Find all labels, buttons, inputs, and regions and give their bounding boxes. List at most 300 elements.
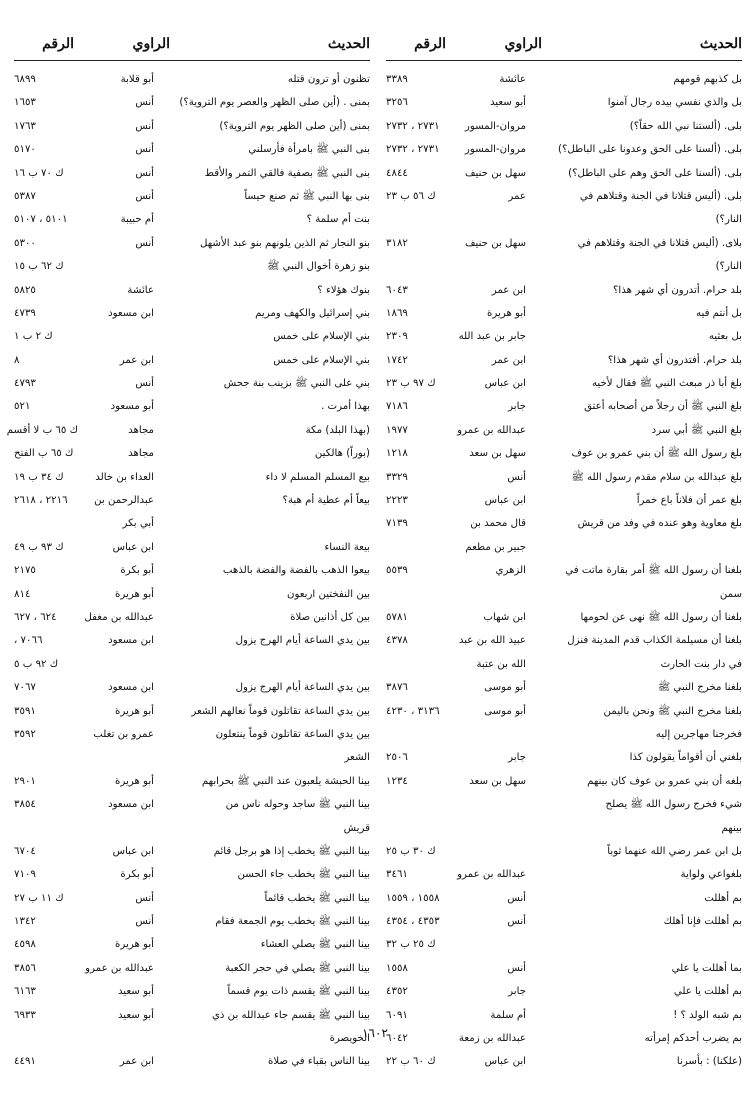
reference-number: ١٩٧٧ xyxy=(386,424,408,436)
narrator: أنس xyxy=(507,471,526,483)
hadith-text: بلغنا مخرج النبي ﷺ ونحن باليمن xyxy=(603,705,742,717)
narrator: عبدالله بن عمرو xyxy=(457,869,526,881)
hadith-text: بيعوا الذهب بالفضة والفضة بالذهب xyxy=(222,565,370,577)
hadith-text: بينا النبي ﷺ يصلي في حجر الكعبة xyxy=(225,962,370,974)
index-row xyxy=(14,302,370,325)
reference-number: ٢٧٣١ ، ٢٧٣٢ xyxy=(386,144,440,156)
narrator: ابن شهاب xyxy=(483,611,526,623)
reference-number: ١٧٤٢ xyxy=(386,354,408,366)
hadith-text: بل بعثيه xyxy=(708,331,742,343)
hadith-text: بينا النبي ﷺ يقسم ذات يوم قسماً xyxy=(227,986,370,998)
index-row xyxy=(386,1050,742,1073)
narrator: عبدالله بن عمرو xyxy=(457,424,526,436)
reference-number: ٢١٧٥ xyxy=(14,565,36,577)
hadith-text: بين النفختين اربعون xyxy=(286,588,370,600)
reference-number: ٥٨٢٥ xyxy=(14,284,36,296)
index-row xyxy=(386,115,742,138)
hadith-text: (بوراً) هالكين xyxy=(314,448,370,460)
hadith-text: في دار بنت الحارث xyxy=(660,658,742,670)
hadith-text: بلغنا مخرج النبي ﷺ xyxy=(657,682,742,694)
index-row xyxy=(386,466,742,489)
reference-number: ٦٢٤ ، ٦٢٧ xyxy=(14,611,57,623)
hadith-text: بينا الحبشة يلعبون عند النبي ﷺ بحرابهم xyxy=(201,775,370,787)
index-row xyxy=(14,442,370,465)
hadith-text: بلد حرام. أتدرون أي شهر هذا؟ xyxy=(613,284,742,296)
index-row xyxy=(386,933,742,956)
index-row xyxy=(14,162,370,185)
index-row xyxy=(14,536,370,559)
narrator: مروان-المسور xyxy=(464,120,526,132)
hadith-text: بلى. (أليس قتلانا في الجنة وقتلاهم في xyxy=(579,190,742,202)
narrator: ابن مسعود xyxy=(108,682,154,694)
index-row xyxy=(14,676,370,699)
hadith-text: بلغنا أن رسول الله ﷺ نهى عن لحومها xyxy=(580,611,742,623)
narrator: أنس xyxy=(135,916,154,928)
hadith-text: بم شبه الولد ؟ ! xyxy=(673,1009,742,1021)
reference-number: ٤٣٥٢ xyxy=(386,986,408,998)
narrator: الله بن عتبة xyxy=(476,658,526,670)
narrator: أبو سعيد xyxy=(489,97,526,109)
narrator: عمر xyxy=(508,190,526,202)
narrator: ابن عباس xyxy=(112,845,154,857)
index-row xyxy=(386,629,742,652)
narrator: أبو بكرة xyxy=(120,565,154,577)
hadith-text: بني الإسلام على خمس xyxy=(273,354,370,366)
narrator: أبو هريرة xyxy=(115,775,154,787)
index-row xyxy=(386,980,742,1003)
hadith-text: بلغنا أن رسول الله ﷺ أمر بقارة ماتت في xyxy=(565,565,742,577)
hadith-text: بم أهللت فإنا أهلك xyxy=(663,916,742,928)
reference-number: ٥٢١ xyxy=(14,401,31,413)
hadith-text: بنو النجار ثم الذين يلونهم بنو عبد الأشهل xyxy=(200,237,370,249)
hadith-text: بل والذي نفسي بيده رجال آمنوا xyxy=(607,97,742,109)
hadith-text: تظنون أو ترون قتله xyxy=(287,74,370,85)
index-row xyxy=(14,770,370,793)
reference-number: ٤٣٧٨ xyxy=(386,635,408,647)
index-row xyxy=(14,372,370,395)
index-row xyxy=(386,910,742,933)
narrator: ابن مسعود xyxy=(108,635,154,647)
narrator: جابر xyxy=(508,752,526,764)
reference-number: ك ٦٢ ب ١٥ xyxy=(14,261,64,273)
hadith-text: بلغ رسول الله ﷺ أن بني عمرو بن عوف xyxy=(571,448,742,460)
index-row xyxy=(14,325,370,348)
header-rawi: الراوي xyxy=(504,36,542,52)
reference-number: ٣١٨٢ xyxy=(386,237,408,249)
narrator: أنس xyxy=(135,144,154,156)
reference-number: ك ٩٢ ب ٥ xyxy=(14,658,59,670)
index-row xyxy=(14,185,370,208)
reference-number: ٣٢٥٦ xyxy=(386,97,408,109)
index-row xyxy=(14,1050,370,1073)
index-row xyxy=(14,1004,370,1027)
hadith-text: بيعاً أم عطية أم هبة؟ xyxy=(282,495,370,507)
reference-number: ٧٠٦٦ ، xyxy=(14,635,43,647)
index-row xyxy=(14,957,370,980)
reference-number: ٦١٦٣ xyxy=(14,986,36,998)
hadith-text: بلغه أن بني عمرو بن عوف كان بينهم xyxy=(587,775,742,787)
reference-number: ٦٨٩٩ xyxy=(14,74,36,85)
index-row xyxy=(386,583,742,606)
narrator: عبدالرحمن بن xyxy=(94,495,154,507)
reference-number: ٢٢١٦ ، ٢٦١٨ xyxy=(14,495,68,507)
reference-number: ٤٥٩٨ xyxy=(14,939,36,951)
reference-number: ١٦٥٣ xyxy=(14,97,36,109)
hadith-text: بيعة النساء xyxy=(324,541,370,553)
index-row xyxy=(386,489,742,512)
hadith-text: بينا النبي ﷺ يصلي العشاء xyxy=(260,939,370,951)
narrator: أنس xyxy=(135,120,154,132)
narrator: جبير بن مطعم xyxy=(465,541,526,553)
hadith-text: بينا النبي ﷺ ساجد وحوله ناس من xyxy=(225,799,370,811)
reference-number: ٣٣٢٩ xyxy=(386,471,408,483)
reference-number: ٥١٠١ ، ٥١٠٧ xyxy=(14,214,68,226)
narrator: عبيد الله بن عبد xyxy=(458,635,526,647)
narrator: أبو موسى xyxy=(484,682,526,694)
index-row xyxy=(386,746,742,769)
index-row xyxy=(14,840,370,863)
narrator: ابن عباس xyxy=(484,1056,526,1068)
hadith-text: الخويصرة xyxy=(329,1033,370,1045)
narrator: سهل بن سعد xyxy=(469,775,526,787)
narrator: ابن عمر xyxy=(491,354,526,366)
reference-number: ٦٠٩١ xyxy=(386,1009,408,1021)
header-rule xyxy=(14,60,370,61)
hadith-text: بين كل أذانين صلاة xyxy=(290,611,370,623)
reference-number: ٤٧٩٣ xyxy=(14,378,36,390)
hadith-text: بلغ عمر أن فلاناً باع خمراً xyxy=(636,495,742,507)
index-row xyxy=(386,957,742,980)
reference-number: ك ٢٥ ب ٣٢ xyxy=(386,939,436,951)
hadith-text: بم يضرب أحدكم إمرأته xyxy=(644,1033,742,1045)
narrator: ابن عمر xyxy=(491,284,526,296)
reference-number: ١٧٦٣ xyxy=(14,120,36,132)
narrator: أنس xyxy=(135,237,154,249)
header-rawi: الراوي xyxy=(132,36,170,52)
index-row xyxy=(14,980,370,1003)
index-row xyxy=(14,68,370,91)
index-row xyxy=(386,559,742,582)
narrator: العداء بن خالد xyxy=(95,471,154,483)
narrator: أبو سعيد xyxy=(117,1009,154,1021)
index-row xyxy=(386,68,742,91)
reference-number: ١٢٣٤ xyxy=(386,775,408,787)
index-row xyxy=(14,232,370,255)
index-row xyxy=(386,255,742,278)
hadith-text: بلغني أن أقواماً يقولون كذا xyxy=(629,752,742,764)
narrator: أم حبيبة xyxy=(120,214,154,226)
index-row xyxy=(14,887,370,910)
reference-number: ٥٣٨٧ xyxy=(14,190,36,202)
narrator: سهل بن حنيف xyxy=(464,167,526,179)
page-number: ١٦٠٢ xyxy=(362,1026,388,1040)
narrator: الزهري xyxy=(495,565,526,577)
index-row xyxy=(386,863,742,886)
index-row xyxy=(14,700,370,723)
index-row xyxy=(14,559,370,582)
index-row xyxy=(386,676,742,699)
index-row xyxy=(14,746,370,769)
index-row xyxy=(386,442,742,465)
index-row xyxy=(14,933,370,956)
reference-number: ١٣٤٢ xyxy=(14,916,36,928)
hadith-text: بم أهللت xyxy=(704,892,742,904)
reference-number: ك ٦٥ ب الفتح xyxy=(14,448,74,460)
narrator: جابر بن عبد الله xyxy=(458,331,526,343)
reference-number: ك ٥٦ ب ٢٣ xyxy=(386,190,436,202)
narrator: أبو سعيد xyxy=(117,986,154,998)
index-row xyxy=(14,279,370,302)
reference-number: ك ٢ ب ١ xyxy=(14,331,53,343)
header-hadith: الحديث xyxy=(699,36,742,52)
index-row xyxy=(386,793,742,816)
narrator: أنس xyxy=(135,892,154,904)
hadith-text: بنوك هؤلاء ؟ xyxy=(317,284,370,296)
reference-number: ٧١٣٩ xyxy=(386,518,408,530)
reference-number: ٨ xyxy=(14,354,20,366)
hadith-text: بنى النبي ﷺ بصفية فالقي التمر والأقط xyxy=(204,167,370,179)
reference-number: ٦٠٤٣ xyxy=(386,284,408,296)
narrator: جابر xyxy=(508,401,526,413)
reference-number: ٣٣٨٩ xyxy=(386,74,408,85)
hadith-text: بلغ عبدالله بن سلام مقدم رسول الله ﷺ xyxy=(571,471,742,483)
hadith-text: سمن xyxy=(719,588,742,600)
narrator: عبدالله بن عمرو xyxy=(85,962,154,974)
reference-number: ٢٥٠٦ xyxy=(386,752,408,764)
hadith-text: بين يدي الساعة تقاتلون قوماً ينتعلون xyxy=(215,728,370,740)
hadith-text: فخرجنا مهاجرين إليه xyxy=(655,728,742,740)
hadith-text: بينا النبي ﷺ يخطب يوم الجمعة فقام xyxy=(215,916,370,928)
hadith-text: بينا الناس بقباء في صلاة xyxy=(268,1056,370,1068)
index-row xyxy=(386,372,742,395)
hadith-text: بل كذبهم قومهم xyxy=(673,74,742,85)
hadith-text: بين يدي الساعة تقاتلون قوماً نعالهم الشعر xyxy=(191,705,370,717)
narrator: ابن عمر xyxy=(119,354,154,366)
narrator: عمرو بن تغلب xyxy=(93,728,154,740)
hadith-text: (علكنا) : بأسرنا xyxy=(676,1056,742,1068)
left-column xyxy=(6,36,370,1074)
reference-number: ٥٧٨١ xyxy=(386,611,408,623)
hadith-text: بينا النبي ﷺ يقسم جاء عبدالله بن ذي xyxy=(211,1009,370,1021)
narrator: أنس xyxy=(135,190,154,202)
narrator: أبو هريرة xyxy=(115,588,154,600)
index-row xyxy=(386,91,742,114)
hadith-text: بينا النبي ﷺ يخطب قائماً xyxy=(264,892,370,904)
narrator: جابر xyxy=(508,986,526,998)
hadith-text: بيع المسلم المسلم لا داء xyxy=(265,471,370,483)
index-row xyxy=(14,606,370,629)
hadith-text: بنو زهرة أخوال النبي ﷺ xyxy=(267,261,370,273)
narrator: أبو مسعود xyxy=(110,401,154,413)
narrator: أبو هريرة xyxy=(115,705,154,717)
narrator: سهل بن سعد xyxy=(469,448,526,460)
narrator: سهل بن حنيف xyxy=(464,237,526,249)
index-row xyxy=(6,419,370,442)
hadith-text: بلاى. (أليس قتلانا في الجنة وقتلاهم في xyxy=(577,237,742,249)
index-row xyxy=(14,793,370,816)
index-row xyxy=(14,395,370,418)
reference-number: ٢٩٠١ xyxy=(14,775,36,787)
narrator: ابن مسعود xyxy=(108,307,154,319)
header-raqm: الرقم xyxy=(42,36,74,52)
hadith-text: الشعر xyxy=(344,752,370,764)
narrator: مروان-المسور xyxy=(464,144,526,156)
hadith-text: قريش xyxy=(343,822,370,834)
hadith-text: بهذا أمرت . xyxy=(321,401,370,413)
narrator: أنس xyxy=(135,167,154,179)
hadith-text: بلغ النبي ﷺ أبي سرد xyxy=(651,424,742,436)
hadith-text: بينا النبي ﷺ يخطب جاء الحسن xyxy=(237,869,370,881)
header-hadith: الحديث xyxy=(327,36,370,52)
reference-number: ٢٢٢٣ xyxy=(386,495,408,507)
hadith-text: بلد حرام. أفتدرون أي شهر هذا؟ xyxy=(607,354,742,366)
reference-number: ٣١٣٦ ، ٤٢٣٠ xyxy=(386,705,440,717)
narrator: ابن مسعود xyxy=(108,799,154,811)
hadith-text: بلغنا أن مسيلمة الكذاب قدم المدينة فنزل xyxy=(567,635,742,647)
reference-number: ٢٧٣١ ، ٢٧٣٢ xyxy=(386,120,440,132)
right-rows xyxy=(386,68,742,1074)
index-row xyxy=(14,723,370,746)
hadith-text: بلى. (ألسنا على الحق وعدونا على الباطل؟) xyxy=(558,144,742,156)
hadith-text: بلغ أبا ذر مبعث النبي ﷺ فقال لأخيه xyxy=(591,378,742,390)
reference-number: ٣٨٥٤ xyxy=(14,799,36,811)
reference-number: ٣٥٩٢ xyxy=(14,728,36,740)
narrator: أبو موسى xyxy=(484,705,526,717)
hadith-text: بل ابن عمر رضي الله عنهما ثوباً xyxy=(607,845,742,857)
index-row xyxy=(14,817,370,840)
reference-number: ٧١٨٦ xyxy=(386,401,408,413)
reference-number: ١٥٥٨ ، ١٥٥٩ xyxy=(386,892,440,904)
hadith-text: بني إسرائيل والكهف ومريم xyxy=(255,307,370,319)
reference-number: ٤٨٤٤ xyxy=(386,167,408,179)
right-header xyxy=(386,36,742,56)
right-column xyxy=(386,36,742,1074)
index-row xyxy=(14,115,370,138)
reference-number: ك ٧٠ ب ١٦ xyxy=(14,167,64,179)
index-row xyxy=(386,817,742,840)
reference-number: ك ٦٠ ب ٢٢ xyxy=(386,1056,436,1068)
index-row xyxy=(386,185,742,208)
index-row xyxy=(386,302,742,325)
header-rule xyxy=(386,60,742,61)
index-row xyxy=(386,653,742,676)
hadith-text: بلغ معاوية وهو عنده في وفد من قريش xyxy=(577,518,742,530)
index-row xyxy=(14,489,370,512)
hadith-text: النار؟) xyxy=(715,261,742,273)
reference-number: ٣٨٧٦ xyxy=(386,682,408,694)
narrator: أبو هريرة xyxy=(115,939,154,951)
reference-number: ٧٠٦٧ xyxy=(14,682,36,694)
narrator: عبدالله بن مغفل xyxy=(84,611,154,623)
narrator: عبدالله بن زمعة xyxy=(458,1033,526,1045)
index-row xyxy=(386,279,742,302)
index-row xyxy=(14,583,370,606)
reference-number: ٣٨٥٦ xyxy=(14,962,36,974)
hadith-text: بم أهللت يا علي xyxy=(673,986,742,998)
index-row xyxy=(386,723,742,746)
narrator: أنس xyxy=(135,378,154,390)
reference-number: ٤٣٥٣ ، ٤٣٥٤ xyxy=(386,916,440,928)
index-row xyxy=(386,840,742,863)
hadith-text: بمنى (أين صلى الظهر يوم التروية؟) xyxy=(219,120,370,132)
narrator: قال محمد بن xyxy=(470,518,526,530)
index-row xyxy=(386,138,742,161)
hadith-text: بنت أم سلمة ؟ xyxy=(306,214,370,226)
index-row xyxy=(14,512,370,535)
hadith-text: بنى بها النبي ﷺ ثم صنع حيساً xyxy=(244,190,370,202)
reference-number: ٧١٠٩ xyxy=(14,869,36,881)
index-row xyxy=(386,232,742,255)
narrator: عائشة xyxy=(499,74,526,85)
index-row xyxy=(14,349,370,372)
index-row xyxy=(14,466,370,489)
narrator: أنس xyxy=(507,892,526,904)
reference-number: ١٨٦٩ xyxy=(386,307,408,319)
hadith-text: النار؟) xyxy=(715,214,742,226)
hadith-text: بين يدي الساعة أيام الهرج يزول xyxy=(235,635,370,647)
narrator: أم سلمة xyxy=(490,1009,526,1021)
index-row xyxy=(386,606,742,629)
narrator: ابن عباس xyxy=(484,495,526,507)
hadith-text: بينهم xyxy=(721,822,742,834)
hadith-text: بينا النبي ﷺ يخطب إذا هو برجل قائم xyxy=(213,845,370,857)
hadith-text: بمنى . (أين صلى الظهر والعصر يوم التروية؟) xyxy=(179,97,370,109)
index-row xyxy=(386,208,742,231)
hadith-text: بل أنتم فيه xyxy=(696,307,742,319)
reference-number: ك ٣٠ ب ٢٥ xyxy=(386,845,436,857)
hadith-text: بنى النبي ﷺ بامرأة فأرسلني xyxy=(248,144,370,156)
index-row xyxy=(386,887,742,910)
index-row xyxy=(14,863,370,886)
index-row xyxy=(386,512,742,535)
index-row xyxy=(386,162,742,185)
index-row xyxy=(14,208,370,231)
reference-number: ك ٣٤ ب ١٩ xyxy=(14,471,64,483)
reference-number: ٥٥٣٩ xyxy=(386,565,408,577)
index-row xyxy=(14,910,370,933)
reference-number: ك ١١ ب ٢٧ xyxy=(14,892,64,904)
index-row xyxy=(14,629,370,652)
reference-number: ٥٣٠٠ xyxy=(14,237,36,249)
reference-number: ٦٠٤٢ xyxy=(386,1033,408,1045)
narrator: ابن عباس xyxy=(484,378,526,390)
narrator: أبو بكرة xyxy=(120,869,154,881)
narrator: أنس xyxy=(507,916,526,928)
index-row xyxy=(14,255,370,278)
reference-number: ك ٩٧ ب ٢٣ xyxy=(386,378,436,390)
narrator: أبو قلابة xyxy=(120,74,154,85)
index-row xyxy=(386,349,742,372)
reference-number: ٣٤٦١ xyxy=(386,869,408,881)
left-header xyxy=(14,36,370,56)
narrator: ابن عمر xyxy=(119,1056,154,1068)
reference-number: ٨١٤ xyxy=(14,588,31,600)
index-row xyxy=(14,138,370,161)
index-row xyxy=(14,653,370,676)
index-row xyxy=(386,536,742,559)
reference-number: ٦٩٣٣ xyxy=(14,1009,36,1021)
reference-number: ٤٤٩١ xyxy=(14,1056,36,1068)
reference-number: ك ٦٥ ب لا أقسم xyxy=(6,424,78,436)
narrator: مجاهد xyxy=(128,448,154,460)
hadith-text: بين يدي الساعة أيام الهرج يزول xyxy=(235,682,370,694)
reference-number: ٤٧٣٩ xyxy=(14,307,36,319)
index-row xyxy=(386,770,742,793)
reference-number: ١٥٥٨ xyxy=(386,962,408,974)
hadith-text: بني الإسلام على خمس xyxy=(273,331,370,343)
hadith-text: بلى. (ألسنا على الحق وهم على الباطل؟) xyxy=(568,167,742,179)
narrator: عائشة xyxy=(127,284,154,296)
